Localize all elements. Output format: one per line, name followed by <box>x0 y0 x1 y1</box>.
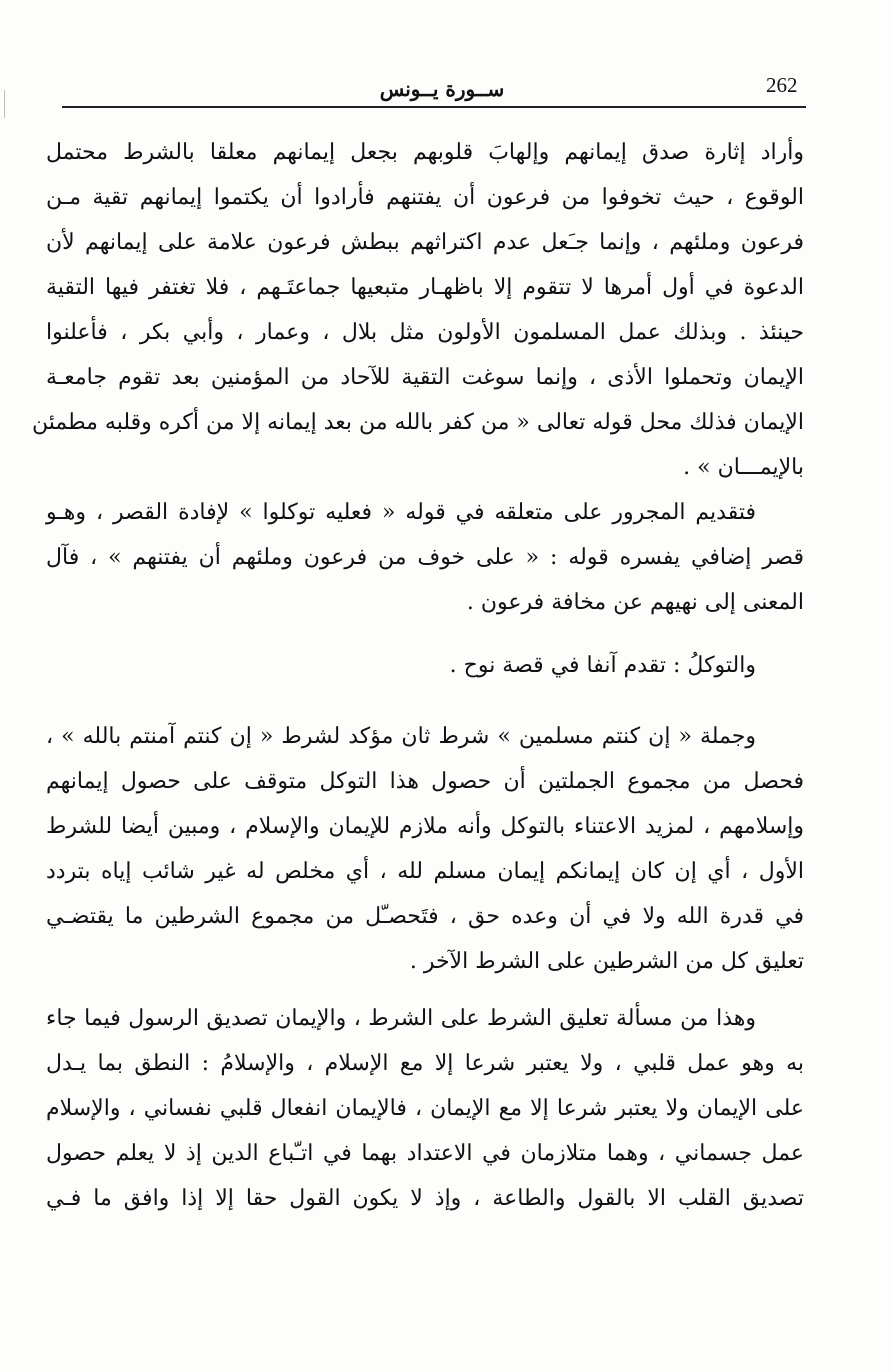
text-line: فرعون وملئهم ، وإنما جـَعل عدم اكتراثهم ببطش فرعون علامة على إيمانهم لأن <box>46 230 804 255</box>
text-line: وإسلامهم ، لمزيد الاعتناء بالتوكل وأنه ملازم للإيمان والإسلام ، ومبين أيضا للشرط <box>46 814 804 839</box>
paragraph-1 <box>31 130 804 490</box>
text-line: فحصل من مجموع الجملتين أن حصول هذا التوكل متوقف على حصول إيمانهم <box>46 769 804 794</box>
paragraph-5 <box>46 996 804 1221</box>
text-line: فتقديم المجرور على متعلقه في قوله « فعليه توكلوا » لإفادة القصر ، وهـو <box>46 500 756 525</box>
text-line: حينئذ . وبذلك عمل المسلمون الأولون مثل بلال ، وعمار ، وأبي بكر ، فأعلنوا <box>46 320 804 345</box>
text-line: تصديق القلب الا بالقول والطاعة ، وإذ لا يكون القول حقا إلا إذا وافق ما فـي <box>46 1186 804 1211</box>
text-line: المعنى إلى نهيهم عن مخافة فرعون . <box>466 590 804 615</box>
text-line: على الإيمان ولا يعتبر شرعا إلا مع الإيمان ، فالإيمان انفعال قلبي نفساني ، والإسلام <box>46 1096 804 1121</box>
text-line: قصر إضافي يفسره قوله : « على خوف من فرعون وملئهم أن يفتنهم » ، فآل <box>46 545 804 570</box>
text-line: وأراد إثارة صدق إيمانهم وإلهابَ قلوبهم بجعل إيمانهم معلقا بالشرط محتمل <box>46 140 804 165</box>
text-line: الإيمان وتحملوا الأذى ، وإنما سوغت التقية للآحاد من المؤمنين بعد تقوم جامعـة <box>46 365 804 390</box>
page-header <box>62 72 804 106</box>
text-line: بالإيمـــان » . <box>683 455 804 480</box>
text-line: عمل جسماني ، وهما متلازمان في الاعتداد بهما في اتـّباع الدين إذ لا يعلم حصول <box>46 1141 804 1166</box>
text-line: الدعوة في أول أمرها لا تتقوم إلا باظهـار متبعيها جماعتَـهم ، فلا تغتفر فيها التقية <box>46 275 804 300</box>
page-number: 262 <box>766 73 798 97</box>
text-line: به وهو عمل قلبي ، ولا يعتبر شرعا إلا مع الإسلام ، والإسلامُ : النطق بما يـدل <box>46 1051 804 1076</box>
scan-edge-mark <box>4 90 5 118</box>
text-line: والتوكلُ : تقدم آنفا في قصة نوح . <box>449 653 756 678</box>
paragraph-4 <box>46 714 804 984</box>
text-line: في قدرة الله ولا في أن وعده حق ، فتَحصـّل من مجموع الشرطين ما يقتضـي <box>46 904 804 929</box>
text-line: الإيمان فذلك محل قوله تعالى « من كفر بالله من بعد إيمانه إلا من أكره وقلبه مطمئن <box>31 410 804 435</box>
paragraph-2 <box>46 490 804 625</box>
text-line: وجملة « إن كنتم مسلمين » شرط ثان مؤكد لشرط « إن كنتم آمنتم بالله » ، <box>46 724 756 749</box>
paragraph-3 <box>46 643 804 688</box>
header-rule <box>62 106 806 108</box>
text-line: الوقوع ، حيث تخوفوا من فرعون أن يفتنهم فأرادوا أن يكتموا إيمانهم تقية مـن <box>46 185 804 210</box>
text-line: وهذا من مسألة تعليق الشرط على الشرط ، والإيمان تصديق الرسول فيما جاء <box>46 1006 756 1031</box>
text-line: تعليق كل من الشرطين على الشرط الآخر . <box>409 949 804 974</box>
text-line: الأول ، أي إن كان إيمانكم إيمان مسلم لله ، أي مخلص له غير شائب إياه بتردد <box>46 859 804 884</box>
running-title: ســورة يــونس <box>379 77 505 101</box>
